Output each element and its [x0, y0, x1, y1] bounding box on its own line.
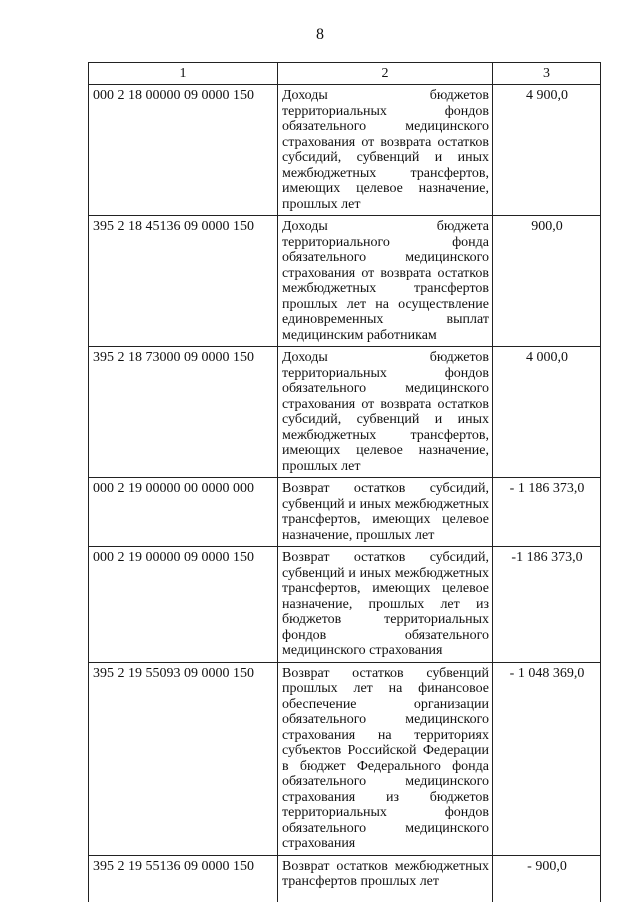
column-header-amount: 3: [493, 63, 601, 85]
table-row: [89, 855, 601, 902]
amount-value: - 900,0: [493, 855, 601, 902]
budget-classification-code: 395 2 19 55136 09 0000 150: [89, 855, 278, 902]
table-row: [89, 347, 601, 478]
table-row: [89, 216, 601, 347]
table-row: [89, 478, 601, 547]
budget-classification-code: 000 2 19 00000 09 0000 150: [89, 547, 278, 663]
column-header-description: 2: [278, 63, 493, 85]
amount-value: - 1 048 369,0: [493, 662, 601, 855]
amount-value: 4 000,0: [493, 347, 601, 478]
column-header-code: 1: [89, 63, 278, 85]
table-row: [89, 547, 601, 663]
table-row: [89, 662, 601, 855]
revenue-description: Возврат остатков субсидий, субвенций и иных межбюджетных трансфертов, имеющих целевое назначение, прошлых лет из бюджетов территориальных фондов обязательного медицинского страхования: [278, 547, 493, 663]
budget-classification-code: 000 2 19 00000 00 0000 000: [89, 478, 278, 547]
budget-revenue-table: [88, 62, 601, 902]
revenue-description: Доходы бюджетов территориальных фондов обязательного медицинского страхования от возврата остатков субсидий, субвенций и иных межбюджетных трансфертов, имеющих целевое назначение, прошлых лет: [278, 85, 493, 216]
table-header-row: [89, 63, 601, 85]
table-row: [89, 85, 601, 216]
budget-classification-code: 395 2 19 55093 09 0000 150: [89, 662, 278, 855]
budget-classification-code: 395 2 18 45136 09 0000 150: [89, 216, 278, 347]
revenue-description: Возврат остатков межбюджетных трансфертов прошлых лет: [278, 855, 493, 902]
amount-value: - 1 186 373,0: [493, 478, 601, 547]
revenue-description: Доходы бюджетов территориальных фондов обязательного медицинского страхования от возврата остатков субсидий, субвенций и иных межбюджетных трансфертов, имеющих целевое назначение, прошлых лет: [278, 347, 493, 478]
amount-value: -1 186 373,0: [493, 547, 601, 663]
revenue-description: Возврат остатков субвенций прошлых лет на финансовое обеспечение организации обязательного медицинского страхования на территориях субъектов Российской Федерации в бюджет Федерального фонда обязательного медицинского страхования из бюджетов территориальных фондов обязательного медицинского страхования: [278, 662, 493, 855]
page-number: 8: [316, 26, 324, 43]
budget-classification-code: 000 2 18 00000 09 0000 150: [89, 85, 278, 216]
amount-value: 4 900,0: [493, 85, 601, 216]
budget-classification-code: 395 2 18 73000 09 0000 150: [89, 347, 278, 478]
revenue-description: Доходы бюджета территориального фонда обязательного медицинского страхования от возврата остатков межбюджетных трансфертов прошлых лет на осуществление единовременных выплат медицинским работникам: [278, 216, 493, 347]
amount-value: 900,0: [493, 216, 601, 347]
revenue-description: Возврат остатков субсидий, субвенций и иных межбюджетных трансфертов, имеющих целевое назначение, прошлых лет: [278, 478, 493, 547]
